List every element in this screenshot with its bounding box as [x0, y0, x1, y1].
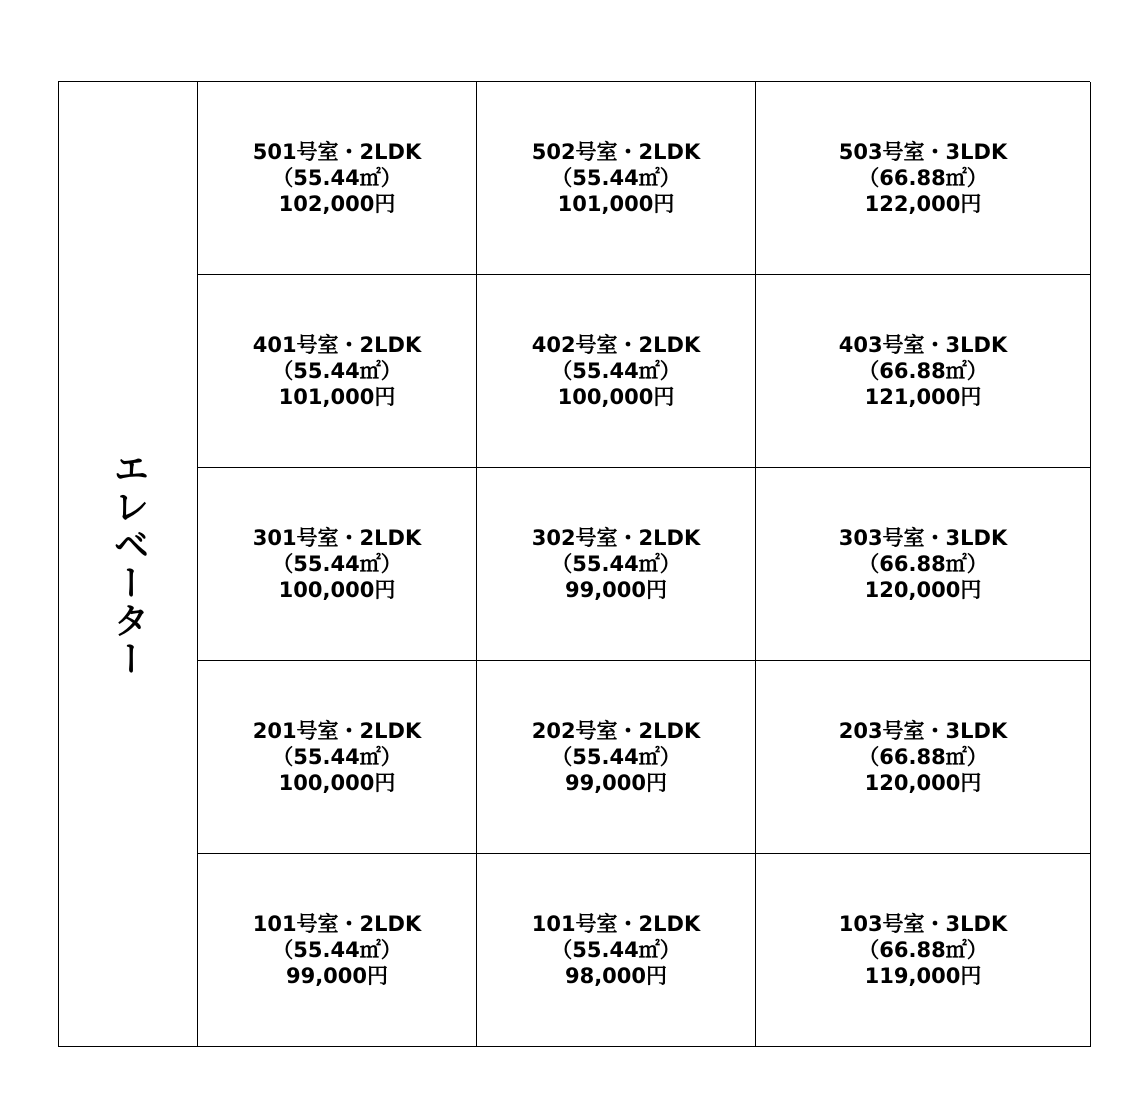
unit-area: （55.44㎡） [551, 166, 681, 190]
unit-title: 203号室・3LDK [838, 719, 1008, 743]
unit-area: （55.44㎡） [272, 359, 402, 383]
unit-area: （66.88㎡） [858, 552, 988, 576]
unit-title: 401号室・2LDK [252, 333, 422, 357]
unit-title: 501号室・2LDK [252, 140, 422, 164]
unit-area: （55.44㎡） [551, 938, 681, 962]
unit-area: （55.44㎡） [272, 552, 402, 576]
unit-title: 403号室・3LDK [838, 333, 1008, 357]
floor-plan-grid [58, 81, 1090, 1047]
unit-area: （55.44㎡） [551, 359, 681, 383]
unit-rent: 120,000円 [864, 771, 982, 795]
unit-area: （66.88㎡） [858, 938, 988, 962]
unit-cell [756, 275, 1091, 468]
unit-title: 202号室・2LDK [531, 719, 701, 743]
unit-cell [477, 468, 756, 661]
unit-title: 101号室・2LDK [531, 912, 701, 936]
unit-cell [756, 854, 1091, 1047]
unit-rent: 99,000円 [564, 578, 668, 602]
unit-title: 101号室・2LDK [252, 912, 422, 936]
unit-cell [198, 82, 477, 275]
unit-rent: 100,000円 [278, 771, 396, 795]
unit-cell [756, 468, 1091, 661]
unit-rent: 122,000円 [864, 192, 982, 216]
unit-rent: 119,000円 [864, 964, 982, 988]
unit-title: 103号室・3LDK [838, 912, 1008, 936]
unit-cell [198, 854, 477, 1047]
unit-area: （66.88㎡） [858, 166, 988, 190]
unit-cell [477, 275, 756, 468]
unit-cell [198, 468, 477, 661]
unit-cell [198, 661, 477, 854]
unit-cell [477, 854, 756, 1047]
elevator-label: エレベーター [108, 450, 149, 678]
unit-area: （55.44㎡） [551, 745, 681, 769]
unit-area: （55.44㎡） [272, 745, 402, 769]
unit-rent: 121,000円 [864, 385, 982, 409]
unit-rent: 102,000円 [278, 192, 396, 216]
unit-cell [198, 275, 477, 468]
unit-title: 201号室・2LDK [252, 719, 422, 743]
unit-title: 301号室・2LDK [252, 526, 422, 550]
unit-title: 302号室・2LDK [531, 526, 701, 550]
unit-rent: 100,000円 [278, 578, 396, 602]
unit-rent: 98,000円 [564, 964, 668, 988]
unit-area: （66.88㎡） [858, 745, 988, 769]
unit-cell [756, 661, 1091, 854]
unit-rent: 101,000円 [278, 385, 396, 409]
unit-cell [477, 661, 756, 854]
unit-rent: 100,000円 [557, 385, 675, 409]
unit-title: 402号室・2LDK [531, 333, 701, 357]
unit-area: （55.44㎡） [551, 552, 681, 576]
unit-cell [756, 82, 1091, 275]
unit-area: （66.88㎡） [858, 359, 988, 383]
unit-rent: 99,000円 [564, 771, 668, 795]
unit-cell [477, 82, 756, 275]
unit-rent: 120,000円 [864, 578, 982, 602]
unit-title: 303号室・3LDK [838, 526, 1008, 550]
unit-title: 503号室・3LDK [838, 140, 1008, 164]
unit-area: （55.44㎡） [272, 166, 402, 190]
unit-rent: 99,000円 [285, 964, 389, 988]
unit-area: （55.44㎡） [272, 938, 402, 962]
elevator-shaft [59, 82, 198, 1047]
unit-rent: 101,000円 [557, 192, 675, 216]
unit-title: 502号室・2LDK [531, 140, 701, 164]
